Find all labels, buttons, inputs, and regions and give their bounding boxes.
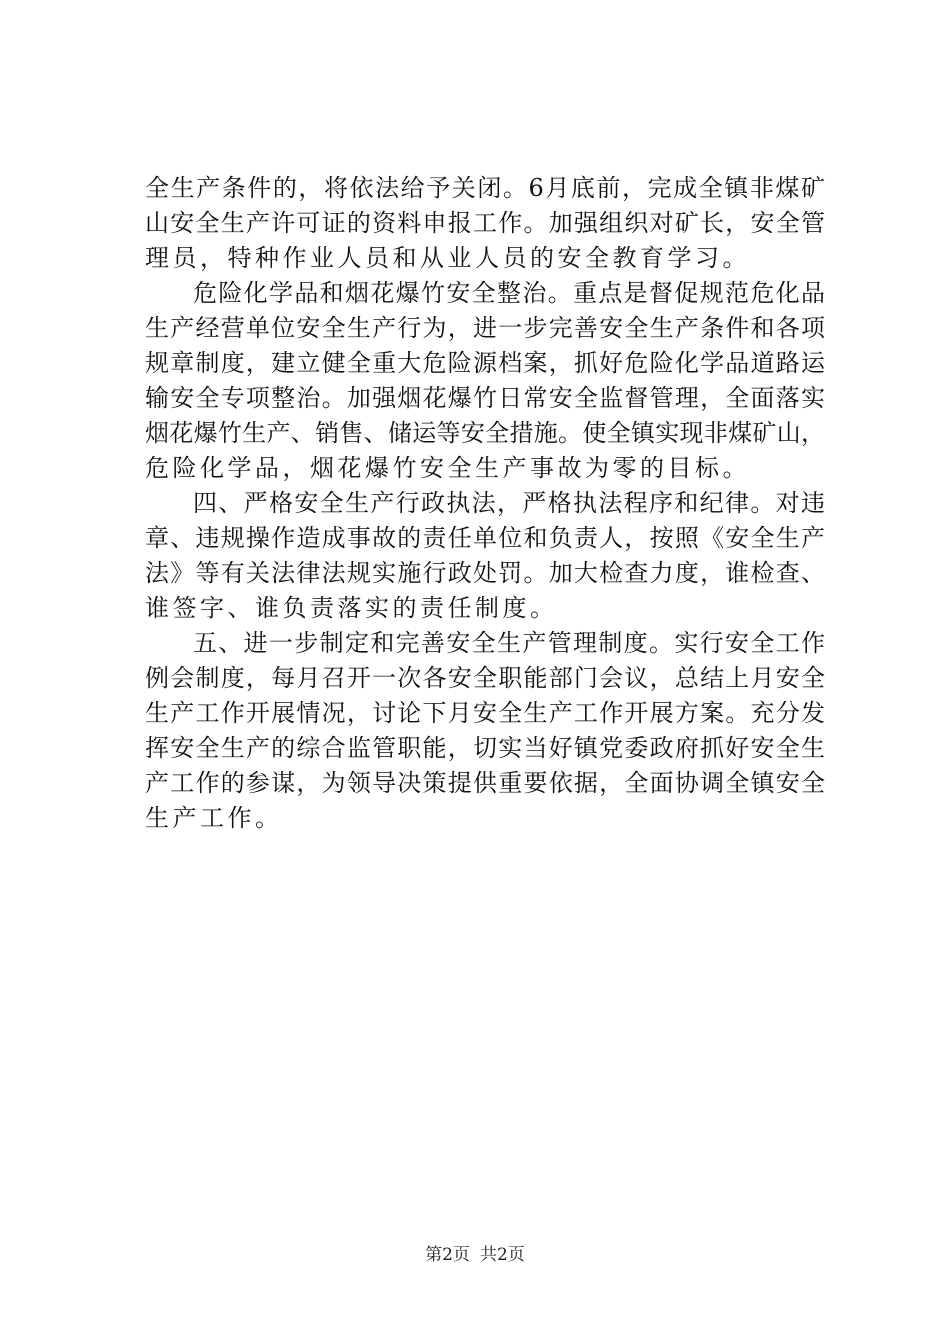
text-line: 产工作的参谋，为领导决策提供重要依据，全面协调全镇安全 xyxy=(145,769,825,797)
text-line: 山安全生产许可证的资料申报工作。加强组织对矿长，安全管 xyxy=(145,209,825,237)
text-line: 生产工作。 xyxy=(145,804,283,832)
text-line: 例会制度，每月召开一次各安全职能部门会议，总结上月安全 xyxy=(145,664,825,692)
document-body xyxy=(145,171,825,836)
text-line: 输安全专项整治。加强烟花爆竹日常安全监督管理，全面落实 xyxy=(145,384,825,412)
page-number-current: 第2页 xyxy=(425,1245,470,1265)
text-line: 章、违规操作造成事故的责任单位和负责人，按照《安全生产 xyxy=(145,524,825,552)
paragraph-first-line: 危险化学品和烟花爆竹安全整治。重点是督促规范危化品 xyxy=(193,279,825,307)
text-line: 生产经营单位安全生产行为，进一步完善安全生产条件和各项 xyxy=(145,314,825,342)
page-footer xyxy=(0,1243,950,1267)
text-line: 谁签字、谁负责落实的责任制度。 xyxy=(145,594,558,622)
text-line: 生产工作开展情况，讨论下月安全生产工作开展方案。充分发 xyxy=(145,699,825,727)
text-line: 烟花爆竹生产、销售、储运等安全措施。使全镇实现非煤矿山， xyxy=(145,419,825,447)
text-line: 全生产条件的，将依法给予关闭。6月底前，完成全镇非煤矿 xyxy=(145,174,825,202)
paragraph-first-line: 五、进一步制定和完善安全生产管理制度。实行安全工作 xyxy=(193,629,825,657)
text-line: 挥安全生产的综合监管职能，切实当好镇党委政府抓好安全生 xyxy=(145,734,825,762)
text-line: 理员，特种作业人员和从业人员的安全教育学习。 xyxy=(145,244,750,272)
text-line: 规章制度，建立健全重大危险源档案，抓好危险化学品道路运 xyxy=(145,349,825,377)
text-line: 法》等有关法律法规实施行政处罚。加大检查力度，谁检查、 xyxy=(145,559,825,587)
text-line: 危险化学品，烟花爆竹安全生产事故为零的目标。 xyxy=(145,454,750,482)
paragraph-first-line: 四、严格安全生产行政执法，严格执法程序和纪律。对违 xyxy=(193,489,825,517)
page-number-total: 共2页 xyxy=(480,1245,525,1265)
